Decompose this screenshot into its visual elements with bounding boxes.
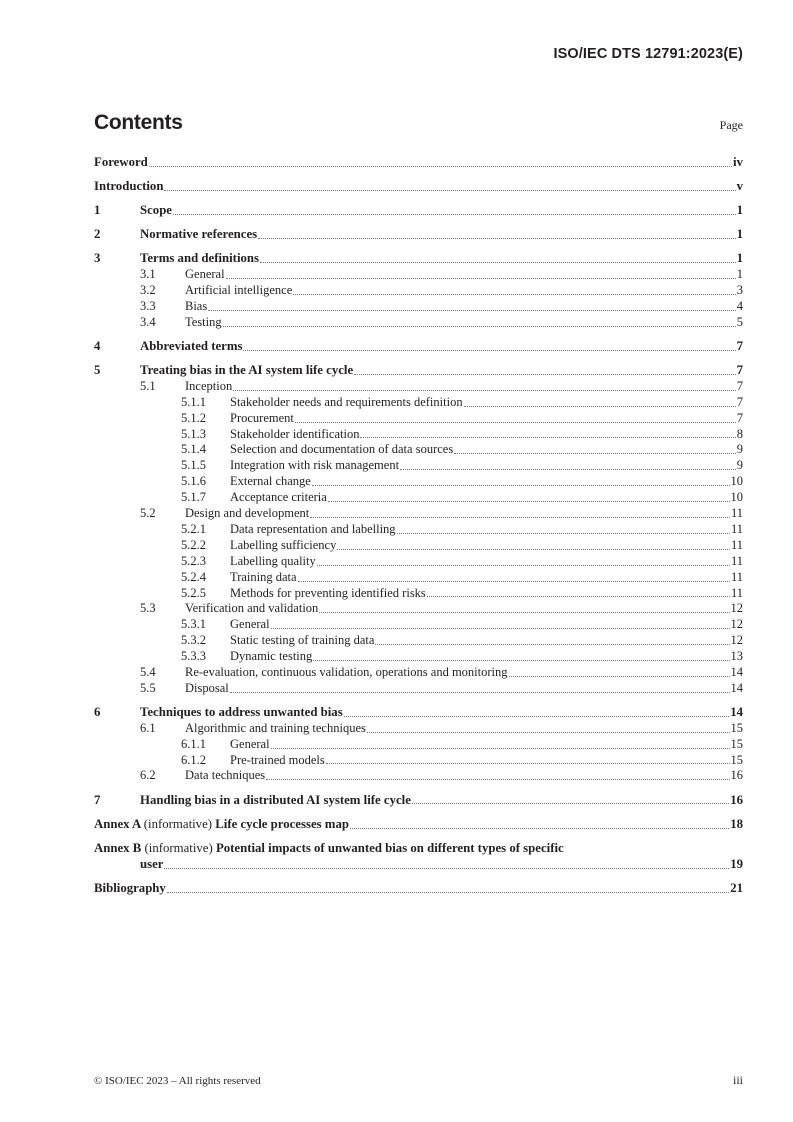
toc-page-number: 14 xyxy=(730,680,743,695)
toc-entry[interactable] xyxy=(94,427,743,443)
page-column-label: Page xyxy=(719,118,743,132)
toc-entry-number: 5.3.1 xyxy=(181,617,206,632)
toc-entry-title: Artificial intelligence xyxy=(185,283,293,298)
toc-page-number: 11 xyxy=(730,569,743,584)
toc-entry-title: Integration with risk management xyxy=(230,458,400,473)
toc-entry-number: 4 xyxy=(94,338,101,353)
toc-entry[interactable] xyxy=(94,339,743,355)
toc-page-number: 10 xyxy=(730,474,743,489)
dot-leader xyxy=(298,581,730,582)
toc-entry-title: External change xyxy=(230,474,311,489)
toc-entry-title: Stakeholder identification xyxy=(230,426,360,441)
toc-entry[interactable] xyxy=(94,442,743,458)
toc-page-number: 1 xyxy=(736,203,743,218)
toc-entry-number: 5.2.1 xyxy=(181,521,206,536)
dot-leader xyxy=(328,501,730,502)
toc-entry-number: 5.1.3 xyxy=(181,426,206,441)
toc-page-number: 12 xyxy=(730,601,743,616)
toc-entry-number: 5.1.2 xyxy=(181,410,206,425)
dot-leader xyxy=(367,732,730,733)
footer-page-number: iii xyxy=(732,1073,743,1087)
dot-leader xyxy=(243,350,735,351)
dot-leader xyxy=(223,326,736,327)
toc-entry[interactable] xyxy=(94,299,743,315)
toc-entry-number: 5 xyxy=(94,363,101,378)
toc-entry-number: 5.1.4 xyxy=(181,442,206,457)
toc-entry[interactable] xyxy=(94,768,743,784)
toc-entry-number: 6.1.2 xyxy=(181,752,206,767)
toc-page-number: 5 xyxy=(736,314,743,329)
toc-entry[interactable] xyxy=(94,379,743,395)
toc-entry[interactable] xyxy=(94,395,743,411)
toc-entry-title: Introduction xyxy=(94,179,164,194)
toc-page-number: 7 xyxy=(736,363,743,378)
footer-copyright: © ISO/IEC 2023 – All rights reserved xyxy=(94,1075,261,1087)
toc-entry[interactable] xyxy=(94,490,743,506)
toc-entry[interactable] xyxy=(94,267,743,283)
toc-entry-number: 6 xyxy=(94,704,101,719)
dot-leader xyxy=(260,262,736,263)
dot-leader xyxy=(317,565,730,566)
toc-page-number: 16 xyxy=(730,768,743,783)
toc-entry-title: Abbreviated terms xyxy=(140,338,243,353)
toc-entry[interactable] xyxy=(94,506,743,522)
toc-entry-number: 3.2 xyxy=(140,283,156,298)
annex-type: (informative) xyxy=(143,816,213,831)
toc-entry[interactable] xyxy=(94,665,743,681)
toc-entry[interactable] xyxy=(94,737,743,753)
dot-leader xyxy=(149,166,732,167)
document-id-header: ISO/IEC DTS 12791:2023(E) xyxy=(553,46,743,62)
toc-entry[interactable] xyxy=(94,649,743,665)
toc-entry[interactable] xyxy=(94,617,743,633)
toc-page-number: 11 xyxy=(730,521,743,536)
dot-leader xyxy=(164,868,729,869)
toc-entry-number: 5.4 xyxy=(140,664,156,679)
dot-leader xyxy=(412,803,729,804)
toc-entry-number: 5.2.4 xyxy=(181,569,206,584)
toc-page-number: 18 xyxy=(730,816,743,831)
dot-leader xyxy=(354,374,735,375)
toc-page-number: iv xyxy=(733,155,743,169)
toc-entry-title: Bias xyxy=(185,298,208,313)
toc-page-number: 7 xyxy=(736,394,743,409)
toc-page-number: 13 xyxy=(730,649,743,664)
toc-entry-title: Normative references xyxy=(140,227,258,242)
toc-page-number: 15 xyxy=(730,720,743,735)
toc-page-number: 9 xyxy=(736,442,743,457)
toc-entry[interactable] xyxy=(94,522,743,538)
toc-entry[interactable] xyxy=(94,227,743,243)
toc-page-number: 3 xyxy=(736,283,743,298)
toc-page-number: 16 xyxy=(730,792,743,807)
dot-leader xyxy=(310,517,730,518)
dot-leader xyxy=(375,644,729,645)
toc-page-number: 11 xyxy=(730,585,743,600)
dot-leader xyxy=(295,422,736,423)
toc-entry-number: 6.2 xyxy=(140,768,156,783)
toc-page-number: 21 xyxy=(730,880,743,895)
dot-leader xyxy=(208,310,736,311)
dot-leader xyxy=(360,437,735,438)
toc-page-number: 4 xyxy=(736,298,743,313)
toc-entry[interactable] xyxy=(94,203,743,219)
toc-entry-number: 2 xyxy=(94,227,101,242)
toc-entry-title: Dynamic testing xyxy=(230,649,313,664)
toc-entry-number: 5.2 xyxy=(140,506,156,521)
toc-entry-title: Data techniques xyxy=(185,768,266,783)
toc-entry-number: 5.1.1 xyxy=(181,394,206,409)
toc-entry-title: Training data xyxy=(230,569,297,584)
toc-entry[interactable] xyxy=(94,586,743,602)
dot-leader xyxy=(427,596,730,597)
toc-entry-bibliography[interactable] xyxy=(94,881,743,897)
dot-leader xyxy=(454,453,736,454)
toc-entry-number: 5.3 xyxy=(140,601,156,616)
toc-entry-number: 5.3.2 xyxy=(181,633,206,648)
toc-entry-annex-b[interactable] xyxy=(94,841,743,873)
dot-leader xyxy=(464,406,736,407)
annex-title: Potential impacts of unwanted bias on different types of specific xyxy=(215,840,564,855)
toc-page-number: 15 xyxy=(730,736,743,751)
toc-entry[interactable] xyxy=(94,753,743,769)
toc-page-number: 15 xyxy=(730,752,743,767)
toc-entry[interactable] xyxy=(94,474,743,490)
toc-entry[interactable] xyxy=(94,705,743,721)
toc-entry[interactable] xyxy=(94,538,743,554)
toc-entry-number: 5.5 xyxy=(140,680,156,695)
dot-leader xyxy=(400,469,736,470)
toc-entry-title: Labelling quality xyxy=(230,553,316,568)
toc-entry[interactable] xyxy=(94,793,743,809)
toc-entry-number: 5.1.6 xyxy=(181,474,206,489)
toc-entry-title: Disposal xyxy=(185,680,229,695)
toc-page-number: 12 xyxy=(730,633,743,648)
toc-entry-title: Scope xyxy=(140,203,172,218)
toc-entry-title: Re-evaluation, continuous validation, operations and monitoring xyxy=(185,664,508,679)
dot-leader xyxy=(337,549,730,550)
toc-entry-number: 5.1 xyxy=(140,378,156,393)
toc-entry-title: Treating bias in the AI system life cycle xyxy=(140,363,354,378)
dot-leader xyxy=(509,676,730,677)
toc-entry-number: 5.3.3 xyxy=(181,649,206,664)
dot-leader xyxy=(313,660,729,661)
toc-entry-title: Bibliography xyxy=(94,880,166,895)
dot-leader xyxy=(266,779,729,780)
toc-entry-title: Pre-trained models xyxy=(230,752,325,767)
toc-entry-title: Data representation and labelling xyxy=(230,521,396,536)
toc-entry[interactable] xyxy=(94,570,743,586)
toc-entry-title: Algorithmic and training techniques xyxy=(185,720,366,735)
toc-entry[interactable] xyxy=(94,681,743,697)
toc-entry[interactable] xyxy=(94,601,743,617)
dot-leader xyxy=(271,628,730,629)
toc-entry-number: 5.2.5 xyxy=(181,585,206,600)
toc-entry-title: General xyxy=(230,736,270,751)
toc-entry-number: 5.1.7 xyxy=(181,490,206,505)
annex-title: Life cycle processes map xyxy=(215,816,349,831)
annex-title-continued: user xyxy=(140,856,164,871)
toc-entry-number: 5.2.2 xyxy=(181,537,206,552)
annex-type: (informative) xyxy=(144,840,213,855)
toc-page-number: 11 xyxy=(730,553,743,568)
toc-page-number: v xyxy=(736,179,743,194)
dot-leader xyxy=(344,716,730,717)
toc-page-number: 1 xyxy=(736,227,743,242)
toc-entry-annex-a[interactable] xyxy=(94,817,743,833)
toc-page-number: 11 xyxy=(730,506,743,521)
toc-entry[interactable] xyxy=(94,554,743,570)
toc-page-number: 1 xyxy=(736,251,743,266)
toc-page-number: 9 xyxy=(736,458,743,473)
toc-entry[interactable] xyxy=(94,633,743,649)
toc-entry[interactable] xyxy=(94,363,743,379)
dot-leader xyxy=(350,828,729,829)
toc-entry-title: Inception xyxy=(185,378,233,393)
toc-entry-number: 3.1 xyxy=(140,267,156,282)
toc-entry-title: Labelling sufficiency xyxy=(230,537,337,552)
toc-entry-number: 7 xyxy=(94,792,101,807)
toc-page-number: 12 xyxy=(730,617,743,632)
dot-leader xyxy=(271,748,730,749)
toc-entry[interactable] xyxy=(94,251,743,267)
toc-entry-number: 6.1 xyxy=(140,720,156,735)
toc-entry-title: Acceptance criteria xyxy=(230,490,327,505)
toc-entry-title: General xyxy=(185,267,225,282)
toc-page-number: 11 xyxy=(730,537,743,552)
toc-entry[interactable] xyxy=(94,458,743,474)
dot-leader xyxy=(233,390,736,391)
dot-leader xyxy=(326,763,730,764)
toc-entry-title: General xyxy=(230,617,270,632)
dot-leader xyxy=(397,533,730,534)
table-of-contents xyxy=(94,155,743,897)
toc-entry[interactable] xyxy=(94,283,743,299)
toc-entry[interactable] xyxy=(94,315,743,331)
annex-label: Annex B xyxy=(94,840,142,855)
toc-entry-number: 1 xyxy=(94,203,101,218)
annex-label: Annex A xyxy=(94,816,141,831)
dot-leader xyxy=(167,892,729,893)
toc-page-number: 19 xyxy=(730,856,743,871)
toc-entry-title: Foreword xyxy=(94,155,148,169)
dot-leader xyxy=(293,294,736,295)
toc-page-number: 8 xyxy=(736,426,743,441)
dot-leader xyxy=(258,238,735,239)
toc-page-number: 7 xyxy=(736,338,743,353)
toc-entry-title: Methods for preventing identified risks xyxy=(230,585,426,600)
dot-leader xyxy=(164,190,735,191)
toc-entry-title: Stakeholder needs and requirements definition xyxy=(230,394,463,409)
toc-entry[interactable] xyxy=(94,721,743,737)
toc-entry-number: 3 xyxy=(94,251,101,266)
toc-page-number: 10 xyxy=(730,490,743,505)
toc-entry-title: Design and development xyxy=(185,506,310,521)
toc-page-number: 14 xyxy=(730,704,743,719)
toc-entry-number: 3.4 xyxy=(140,314,156,329)
toc-entry-title: Static testing of training data xyxy=(230,633,375,648)
toc-entry-number: 6.1.1 xyxy=(181,736,206,751)
toc-page-number: 14 xyxy=(730,664,743,679)
toc-page-number: 7 xyxy=(736,378,743,393)
toc-entry-number: 5.1.5 xyxy=(181,458,206,473)
toc-entry-title: Testing xyxy=(185,314,222,329)
toc-entry-title: Handling bias in a distributed AI system life cycle xyxy=(140,792,411,807)
dot-leader xyxy=(173,214,736,215)
toc-entry-title: Techniques to address unwanted bias xyxy=(140,704,343,719)
toc-entry[interactable] xyxy=(94,411,743,427)
toc-entry[interactable] xyxy=(94,155,743,171)
toc-page-number: 1 xyxy=(736,267,743,282)
page-title: Contents xyxy=(94,111,183,134)
toc-entry-title: Selection and documentation of data sources xyxy=(230,442,454,457)
toc-entry-title: Terms and definitions xyxy=(140,251,259,266)
toc-entry-number: 5.2.3 xyxy=(181,553,206,568)
dot-leader xyxy=(319,612,729,613)
toc-entry-title: Procurement xyxy=(230,410,294,425)
toc-entry-number: 3.3 xyxy=(140,298,156,313)
toc-entry[interactable] xyxy=(94,179,743,195)
dot-leader xyxy=(226,278,736,279)
dot-leader xyxy=(312,485,730,486)
dot-leader xyxy=(230,692,730,693)
toc-page-number: 7 xyxy=(736,410,743,425)
toc-entry-title: Verification and validation xyxy=(185,601,319,616)
